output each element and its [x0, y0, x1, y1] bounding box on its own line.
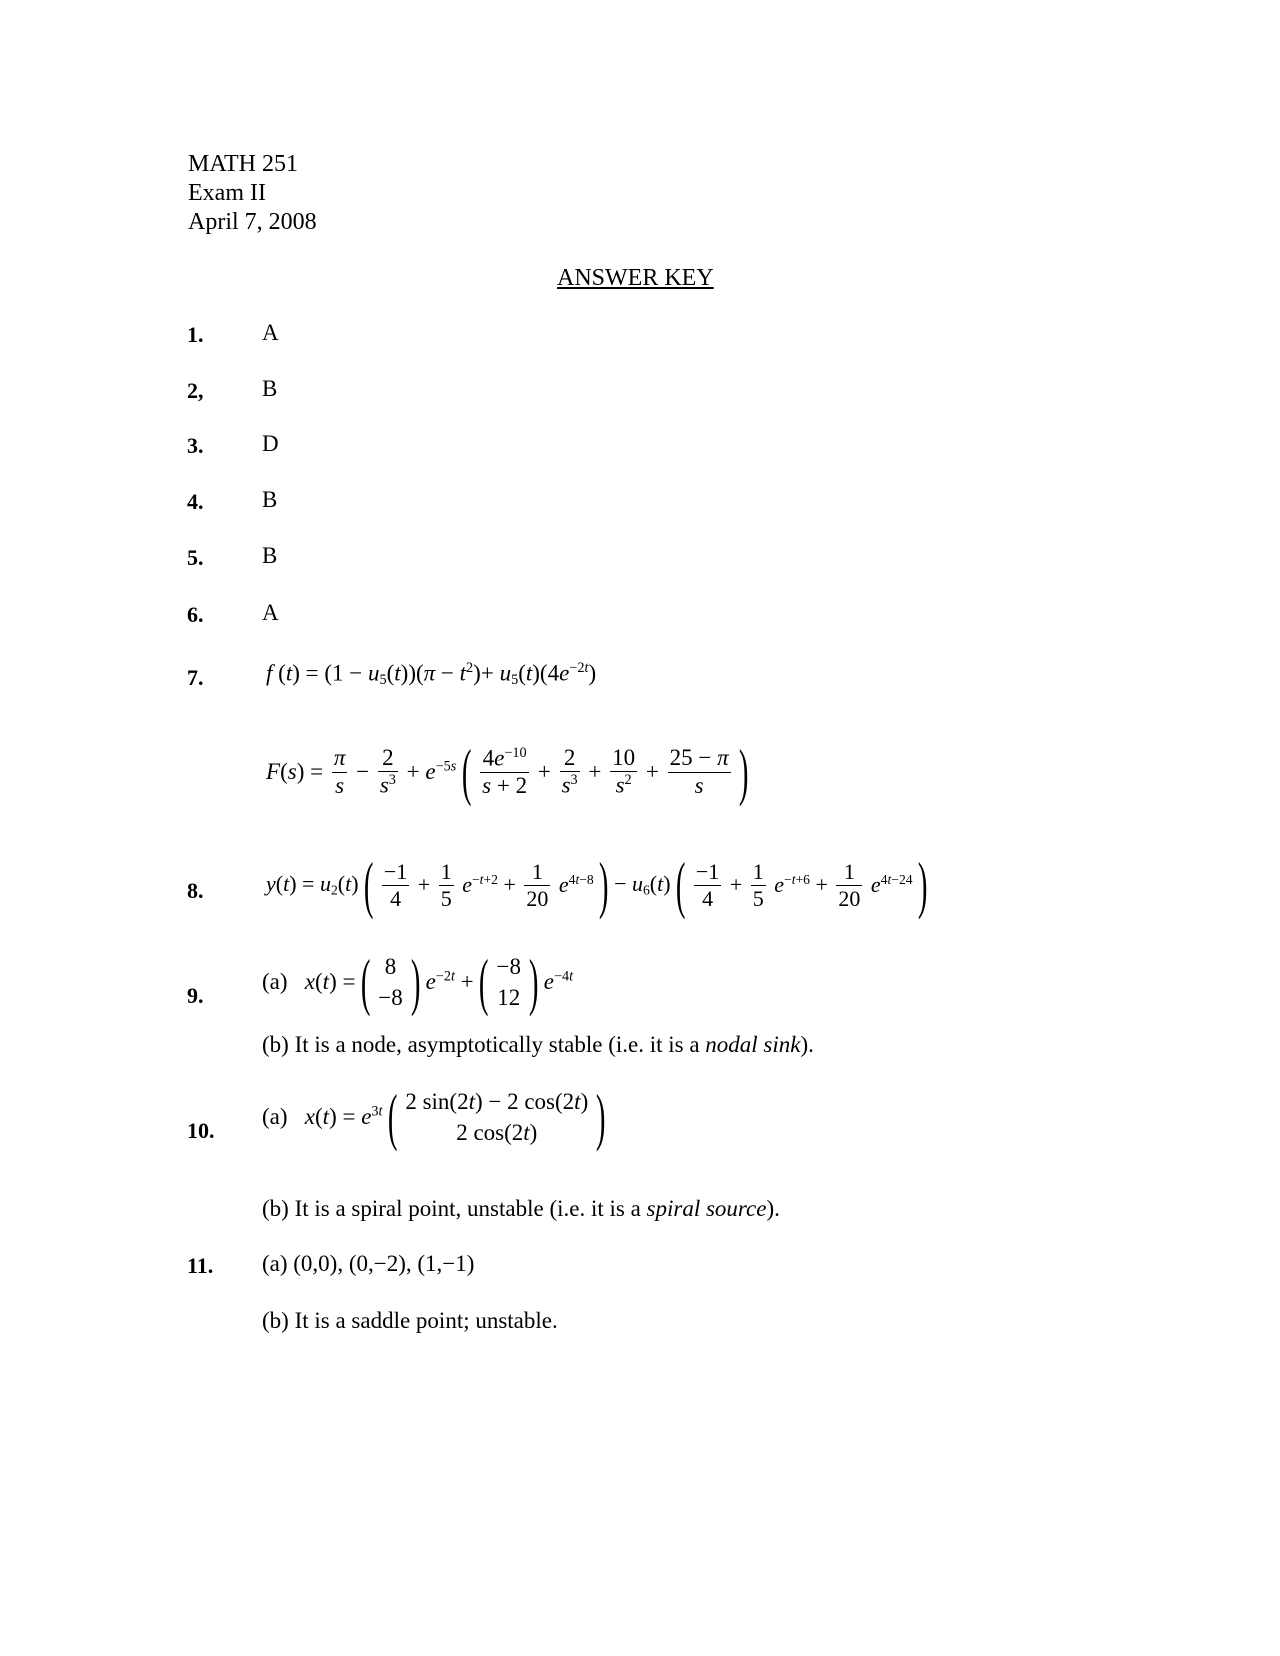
answer: B [262, 487, 278, 512]
part-label: (a) [262, 1104, 288, 1129]
exam-header [188, 150, 317, 237]
part-label: (a) [262, 969, 288, 994]
question-number: 4. [187, 489, 204, 514]
question-number: 11. [187, 1253, 214, 1278]
question-number: 6. [187, 602, 204, 627]
equation-y: $y(t) = u_2(t)$ ( $\frac{-1}{4}$ + $\frac{1}{5}$ $e^{-t+2}$ + $\frac{1}{20}$ $e^{4t-8}$ ) − $u_6(t)$ ( $\frac{-1}{4}$ + $\frac{1}{5}$ $e^{-t+6}$ + $\frac{1}{20}$ $e^{4t-24}$ ) [266, 849, 928, 920]
equation-F: F(s) = $\frac{\pi}{s}$ − $\frac{2}{s^3}$ + $e^{-5s}$ ( $\frac{4e^{-10}}{s + 2}$ + $\frac{2}{s^3}$ + $\frac{10}{s^2}$ + $\frac{25 - \pi}{s}$ ) [266, 736, 749, 807]
question-number: 3. [187, 433, 204, 458]
exam-date: April 7, 2008 [188, 209, 317, 235]
question-number: 1. [187, 322, 204, 347]
equation-f: f $(t) = (1 - u_5(t))(\pi - t^2)+ u_5(t)(4e^{-2t})$ [266, 660, 597, 689]
answer: B [262, 543, 278, 568]
question-number: 2, [187, 378, 204, 403]
question-number: 8. [187, 878, 204, 903]
q10-part-b: (b) It is a spiral point, unstable (i.e. it is a spiral source). [262, 1196, 780, 1221]
q9-part-b: (b) It is a node, asymptotically stable (i.e. it is a nodal sink). [262, 1032, 814, 1057]
course-code: MATH 251 [188, 151, 299, 177]
answer: A [262, 320, 279, 345]
question-number: 7. [187, 665, 204, 690]
answer: D [262, 431, 279, 456]
q11-part-a: (a) (0,0), (0,−2), (1,−1) [262, 1251, 475, 1276]
equation-x10: (a) $x(t) = e^{3t}$ ( 2 sin(2t) − 2 cos(2t) 2 cos(2t) ) [262, 1081, 606, 1152]
answer: B [262, 376, 278, 401]
answer: A [262, 600, 279, 625]
q11-part-b: (b) It is a saddle point; unstable. [262, 1308, 558, 1333]
page-title: ANSWER KEY [557, 265, 714, 291]
equation-x9: (a) x(t) = ( 8 −8 ) $e^{-2t}$ + ( −8 12 ) $e^{-4t}$ [262, 946, 574, 1017]
exam-name: Exam II [188, 180, 266, 206]
question-number: 5. [187, 545, 204, 570]
question-number: 9. [187, 983, 204, 1008]
question-number: 10. [187, 1118, 215, 1143]
